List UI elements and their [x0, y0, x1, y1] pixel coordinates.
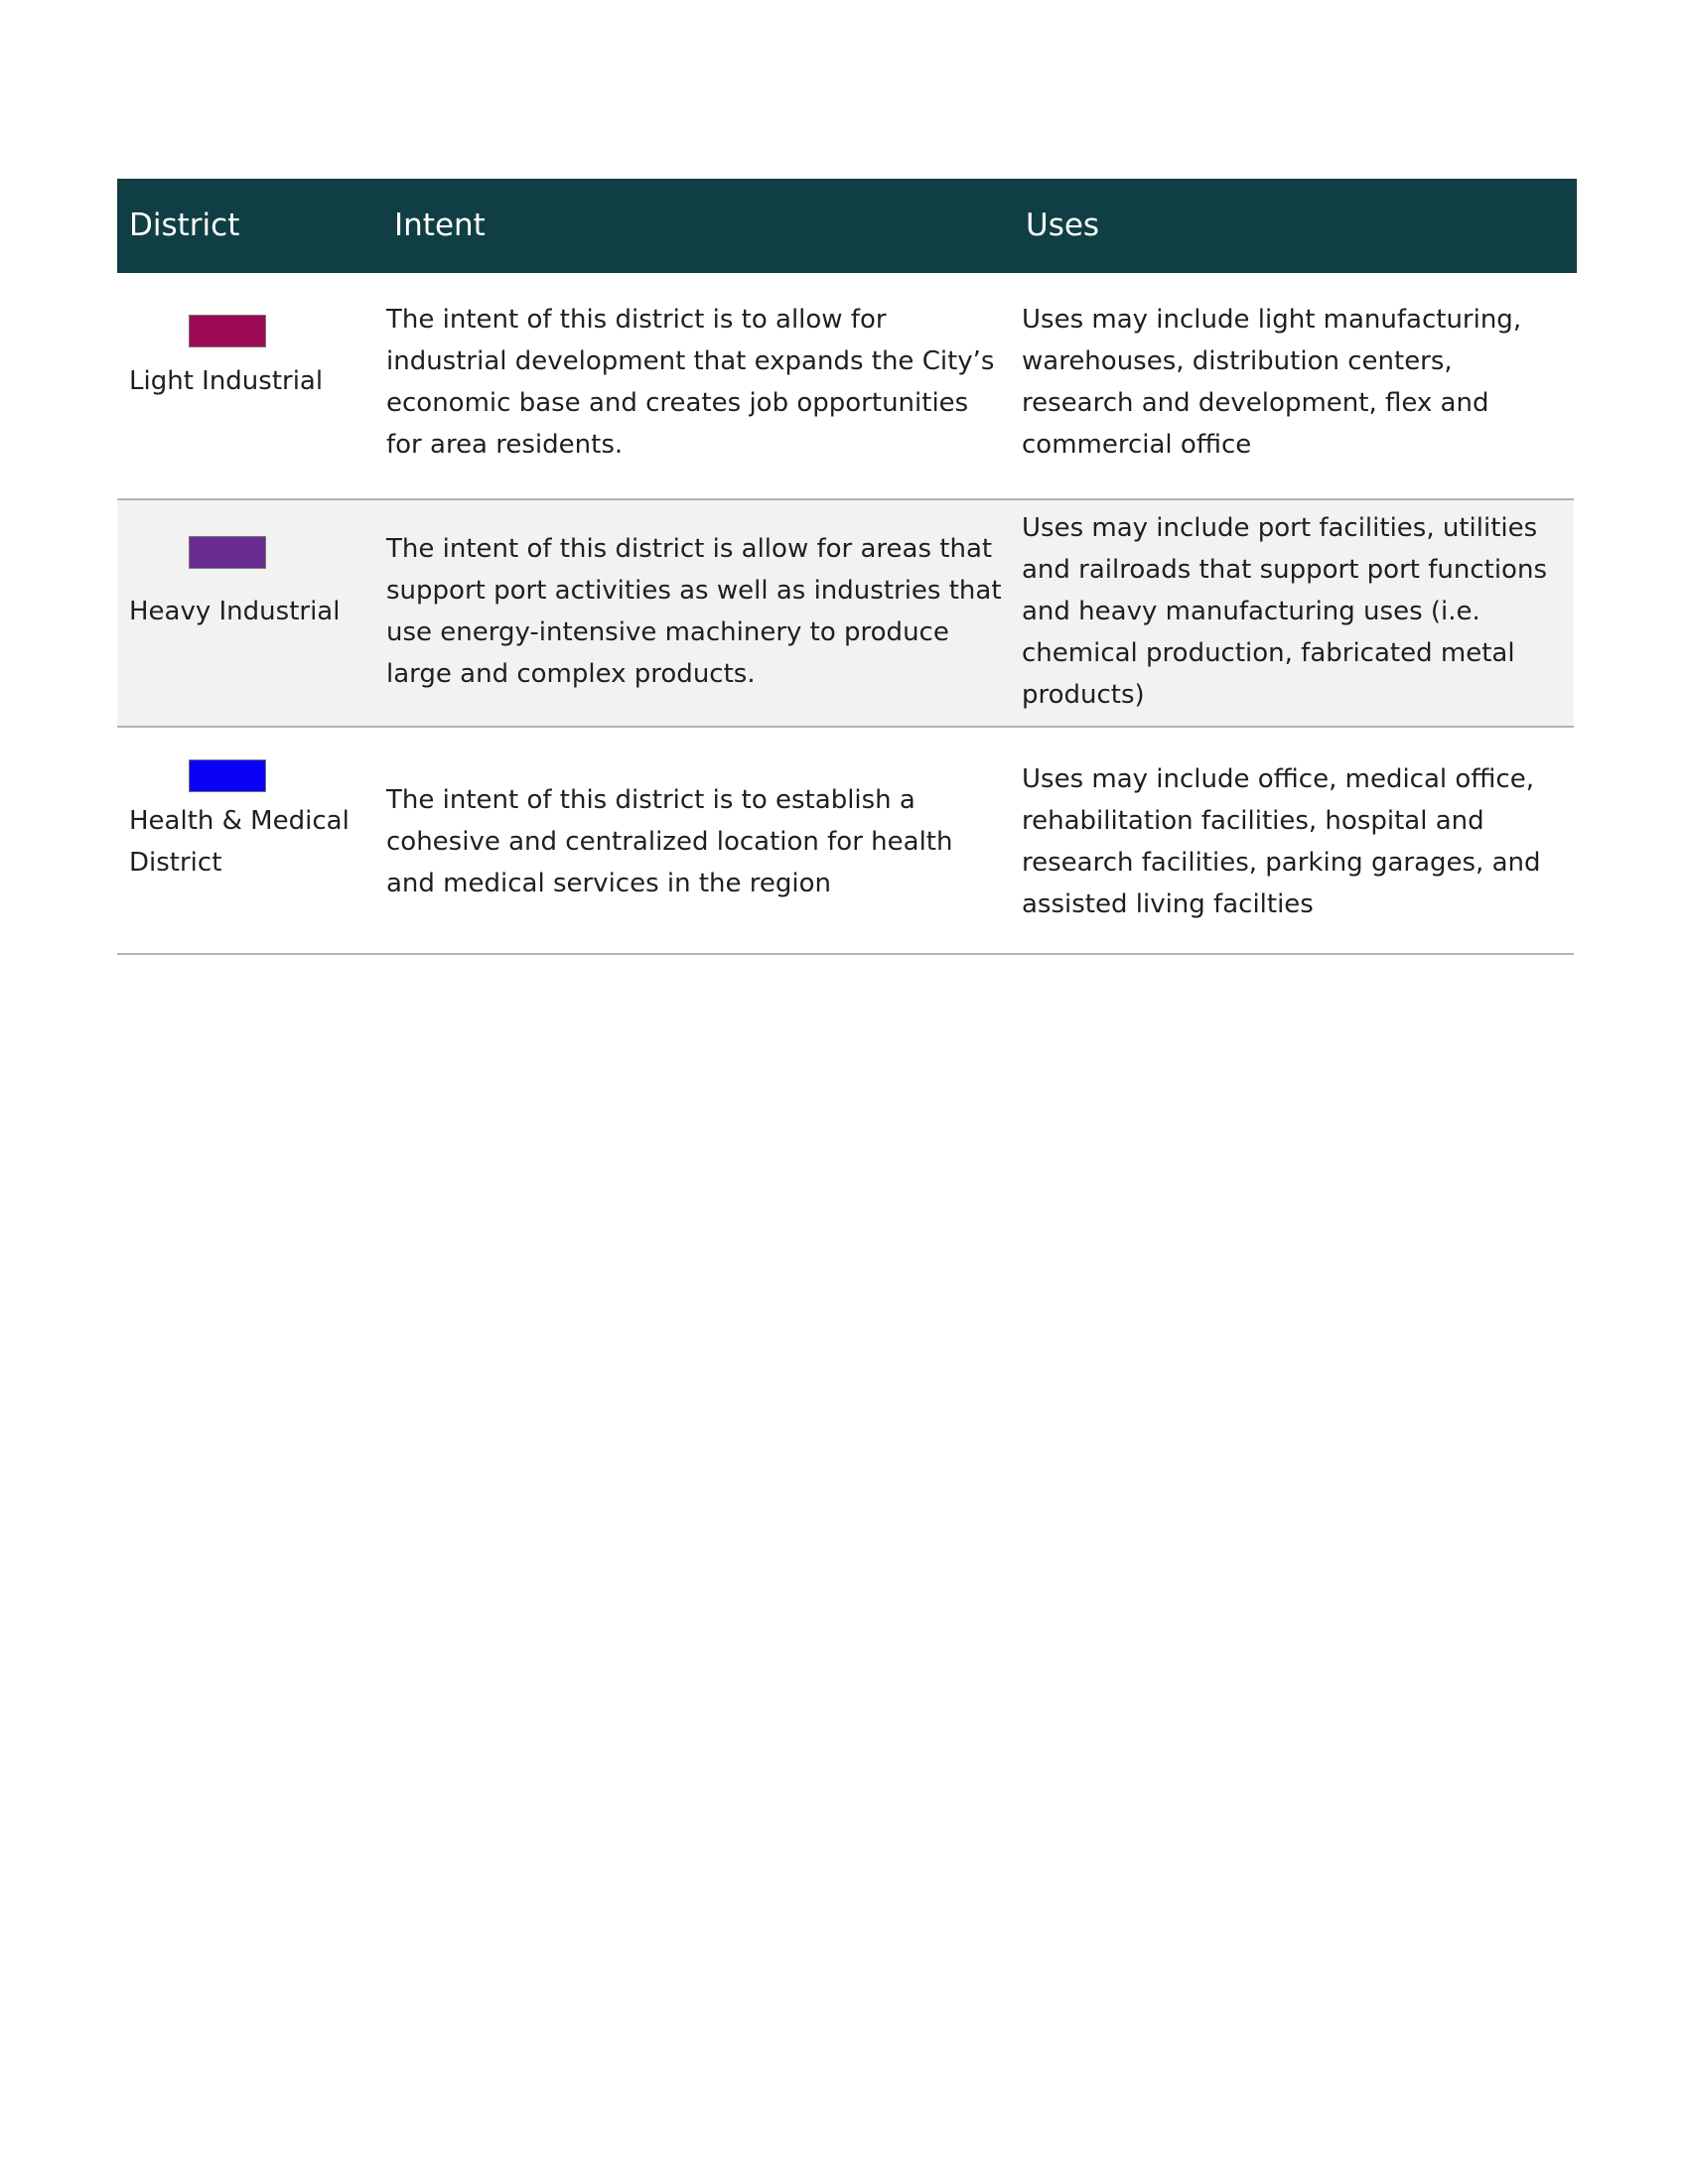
district-color-swatch	[189, 759, 266, 792]
district-uses: Uses may include office, medical office, rehabilitation facilities, hospital and research facilities, parking garages, and assisted living facilties	[1022, 764, 1541, 919]
district-name: Light Industrial	[129, 366, 324, 396]
table-header	[117, 179, 1577, 273]
district-name: Health & Medical District	[129, 806, 350, 878]
header-intent: Intent	[394, 207, 486, 243]
table-row	[117, 728, 1574, 955]
district-color-swatch	[189, 315, 266, 347]
header-uses: Uses	[1026, 207, 1100, 243]
district-intent: The intent of this district is to allow for industrial development that expands the City’s economic base and creates job opportunities for area residents.	[386, 305, 995, 460]
district-uses: Uses may include port facilities, utilities and railroads that support port functions and heavy manufacturing uses (i.e. chemical production, fabricated metal products)	[1022, 513, 1547, 710]
district-uses: Uses may include light manufacturing, warehouses, distribution centers, research and development, flex and commercial office	[1022, 305, 1522, 460]
district-intent: The intent of this district is allow for areas that support port activities as well as industries that use energy-intensive machinery to produce large and complex products.	[386, 534, 1002, 689]
district-color-swatch	[189, 536, 266, 569]
table-row	[117, 273, 1574, 500]
district-table	[117, 179, 1577, 955]
header-district: District	[129, 207, 240, 243]
district-name: Heavy Industrial	[129, 597, 341, 626]
district-intent: The intent of this district is to establish a cohesive and centralized location for health and medical services in the region	[386, 785, 953, 898]
table-row	[117, 500, 1574, 728]
